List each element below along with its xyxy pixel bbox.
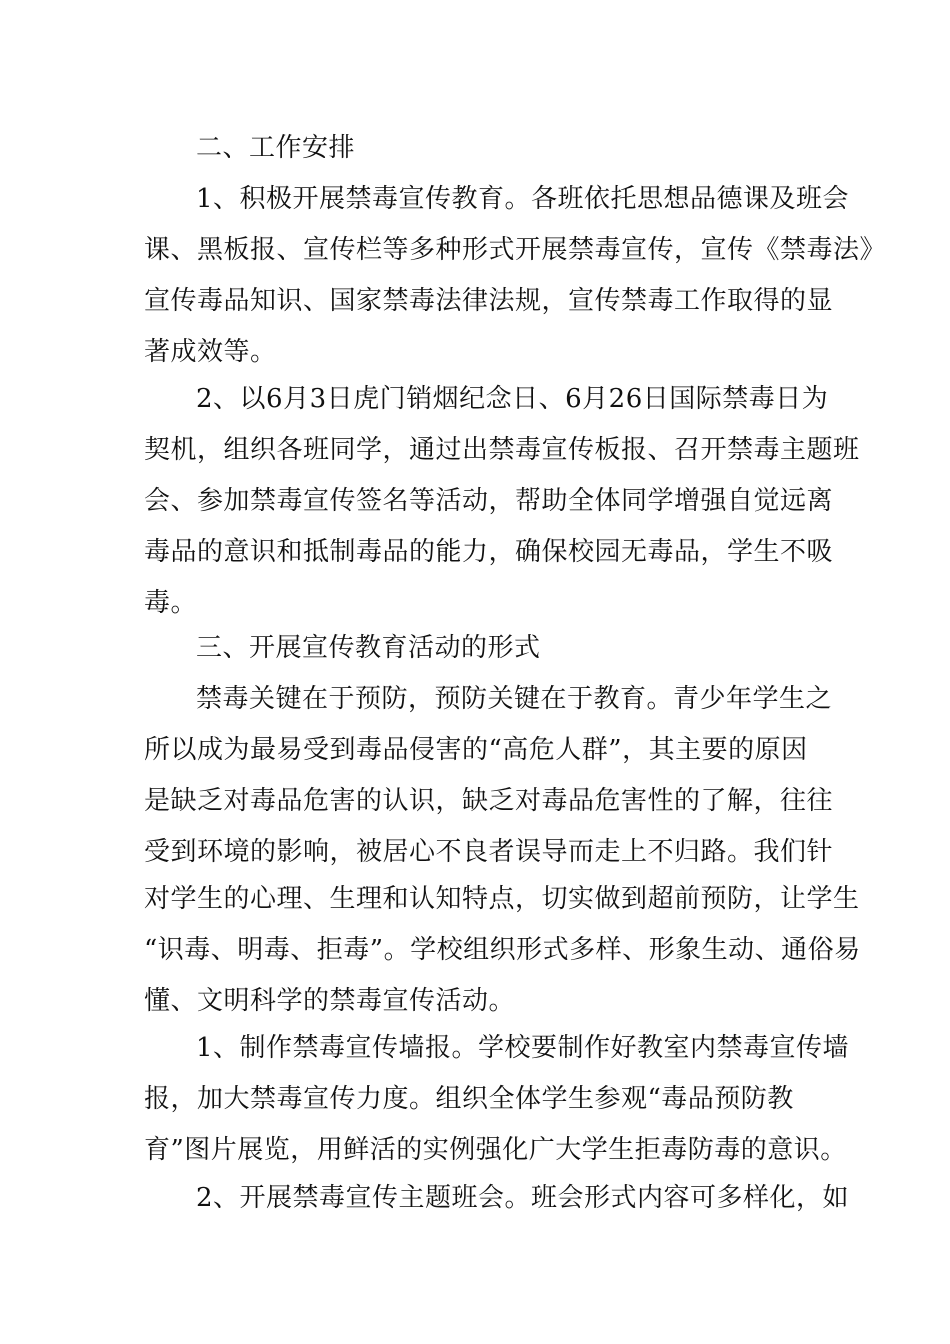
paragraph-line: 2、以6月3日虎门销烟纪念日、6月26日国际禁毒日为	[196, 384, 829, 414]
paragraph-line: 契机，组织各班同学，通过出禁毒宣传板报、召开禁毒主题班	[144, 435, 860, 465]
paragraph-line: 禁毒关键在于预防，预防关键在于教育。青少年学生之	[196, 684, 833, 714]
paragraph-line: 报，加大禁毒宣传力度。组织全体学生参观“毒品预防教	[144, 1084, 794, 1114]
paragraph-line: 毒。	[144, 588, 198, 618]
paragraph-line: 受到环境的影响，被居心不良者误导而走上不归路。我们针	[144, 837, 834, 867]
paragraph-line: 对学生的心理、生理和认知特点，切实做到超前预防，让学生	[144, 884, 860, 914]
paragraph-line: 宣传毒品知识、国家禁毒法律法规，宣传禁毒工作取得的显	[144, 286, 834, 316]
paragraph-line: 课、黑板报、宣传栏等多种形式开展禁毒宣传，宣传《禁毒法》	[144, 235, 887, 265]
section-heading-work-arrangement: 二、工作安排	[196, 133, 356, 163]
paragraph-line: “识毒、明毒、拒毒”。学校组织形式多样、形象生动、通俗易	[144, 935, 861, 965]
paragraph-line: 1、制作禁毒宣传墙报。学校要制作好教室内禁毒宣传墙	[196, 1033, 850, 1063]
paragraph-line: 2、开展禁毒宣传主题班会。班会形式内容可多样化，如	[196, 1183, 850, 1213]
paragraph-line: 育”图片展览，用鲜活的实例强化广大学生拒毒防毒的意识。	[144, 1135, 847, 1165]
paragraph-line: 1、积极开展禁毒宣传教育。各班依托思想品德课及班会	[196, 184, 850, 214]
paragraph-line: 是缺乏对毒品危害的认识，缺乏对毒品危害性的了解，往往	[144, 786, 834, 816]
paragraph-line: 懂、文明科学的禁毒宣传活动。	[144, 986, 516, 1016]
paragraph-line: 所以成为最易受到毒品侵害的“高危人群”，其主要的原因	[144, 735, 808, 765]
paragraph-line: 著成效等。	[144, 337, 277, 367]
paragraph-line: 会、参加禁毒宣传签名等活动，帮助全体同学增强自觉远离	[144, 486, 834, 516]
paragraph-line: 毒品的意识和抵制毒品的能力，确保校园无毒品，学生不吸	[144, 537, 834, 567]
section-heading-activity-forms: 三、开展宣传教育活动的形式	[196, 633, 541, 663]
